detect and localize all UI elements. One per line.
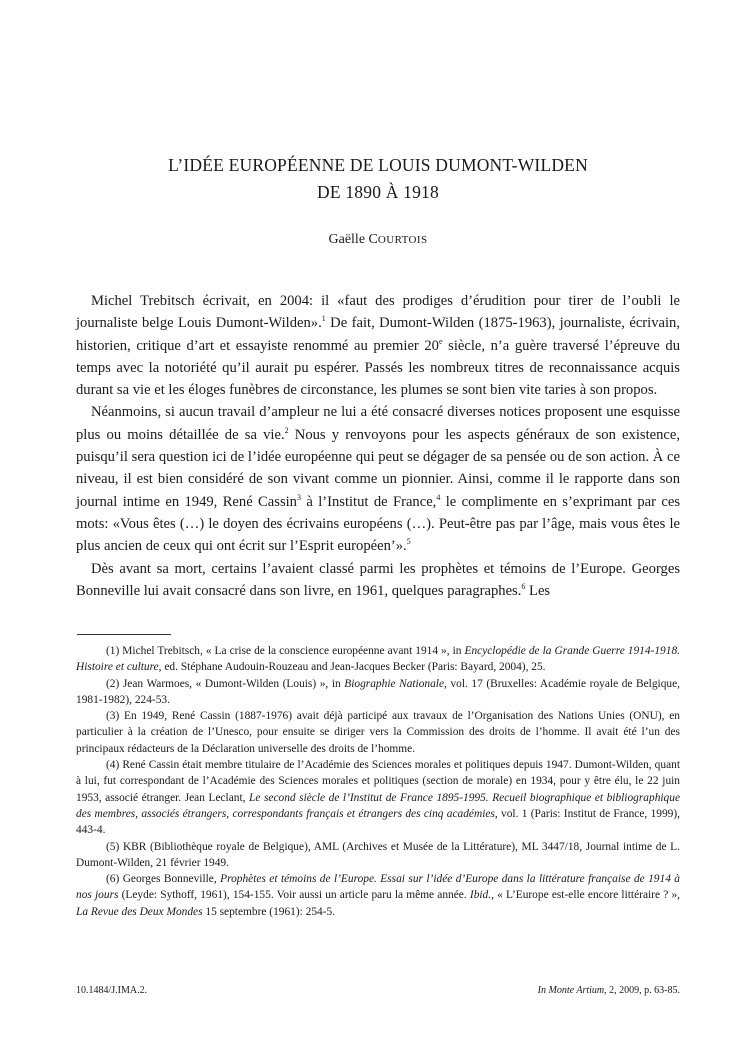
fn6-title: Prophètes et témoins de l’Europe. Essai sur l’idée d’Europe dans la littérature française de 1914 à nos jours — [76, 873, 681, 902]
fn1-text-b: , ed. Stéphane Audouin-Rouzeau and Jean-Jacques Becker (Paris: Bayard, 2004), 25. — [158, 661, 546, 674]
fn3-text: (3) En 1949, René Cassin (1887-1976) avait déjà participé aux travaux de l’Organisation des Nations Unies (ONU), en particulier à la création de l’Unesco, pour ensuite se diriger vers la Commission des droits de l’homme. Il avait été l’un des principaux rédacteurs de la Déclaration universelle des droits de l’homme. — [76, 710, 680, 755]
author-first-name: Gaëlle — [328, 232, 366, 247]
body-text — [76, 290, 680, 602]
fn4-text-a: (4) René Cassin était membre titulaire de l’Académie des Sciences morales et politiques depuis 1947. Dumont-Wilden, quant à lui, fut correspondant de l’Académie des Sciences morales et politiques (section de morale) en 1934, pour y être élu, le 22 juin 1953, associé étranger. Jean Leclant, — [76, 759, 680, 804]
journal-name: In Monte Artium — [537, 985, 605, 996]
superscript-e: e — [438, 336, 443, 346]
author-last-initial: C — [368, 232, 378, 247]
p1-text-b: De fait, Dumont-Wilden (1875-1963), journaliste, écrivain, historien, critique d’art et essayiste renommé au premier 20 — [76, 315, 680, 354]
page-footer — [76, 985, 680, 996]
fn1-text-a: (1) Michel Trebitsch, « La crise de la conscience européenne avant 1914 », in — [106, 645, 465, 657]
p1-text-a: Michel Trebitsch écrivait, en 2004: il «faut des prodiges d’érudition pour tirer de l’oubli le journaliste belge Louis Dumont-Wilden». — [76, 293, 680, 332]
footnote-ref-1[interactable]: 1 — [321, 314, 326, 324]
p2-text-a: Néanmoins, si aucun travail d’ampleur ne lui a été consacré diverses notices proposent une esquisse plus ou moins détaillée de sa vie. — [76, 404, 680, 443]
article-title — [78, 152, 678, 206]
p3-text-b: Les — [525, 582, 551, 599]
fn6-text-d: 15 septembre (1961): 254-5. — [202, 905, 336, 918]
footnote-1 — [76, 643, 680, 676]
fn6-ibid: Ibid. — [469, 889, 492, 902]
fn1-title: Encyclopédie de la Grande Guerre 1914-1918. Histoire et culture — [76, 645, 680, 674]
fn2-text-a: (2) Jean Warmoes, « Dumont-Wilden (Louis) », in — [106, 677, 345, 690]
fn6-text-a: (6) Georges Bonneville, — [106, 873, 221, 886]
footnote-6 — [76, 871, 680, 920]
footnote-ref-6[interactable]: 6 — [521, 581, 526, 591]
fn4-text-b: , vol. 1 (Paris: Institut de France, 1999), 443-4. — [76, 807, 681, 837]
fn5-text: (5) KBR (Bibliothèque royale de Belgique), AML (Archives et Musée de la Littérature), ML 3447/18, Journal intime de L. Dumont-Wilden, 21 février 1949. — [76, 840, 680, 869]
title-line-1: L’IDÉE EUROPÉENNE DE LOUIS DUMONT-WILDEN — [168, 155, 588, 175]
fn4-title: Le second siècle de l’Institut de France 1895-1995. Recueil biographique et bibliographique des membres, associés étrangers, correspondants français et étrangers des cinq académies — [76, 791, 680, 820]
author-last-rest: OURTOIS — [377, 234, 428, 246]
fn2-text-b: , vol. 17 (Bruxelles: Académie royale de Belgique, 1981-1982), 224-53. — [76, 677, 680, 706]
journal-citation — [538, 985, 680, 996]
doi-label[interactable]: 10.1484/J.IMA.2. — [76, 985, 148, 996]
journal-issue: , 2, 2009, p. 63-85. — [604, 985, 680, 996]
p1-text-c: siècle, n’a guère traversé l’épreuve du temps avec la notoriété qu’il aurait pu espérer. Passés les nombreux titres de reconnaissance acquis durant sa vie et les éloges funèbres de circonstance, les plumes se sont bien vite taries à son propos. — [76, 337, 680, 399]
p2-text-c: à l’Institut de France, — [300, 493, 437, 510]
footnote-ref-2[interactable]: 2 — [284, 425, 289, 435]
paragraph-3 — [76, 558, 680, 603]
title-line-2: DE 1890 À 1918 — [317, 182, 439, 202]
footnote-ref-5[interactable]: 5 — [406, 537, 411, 547]
footnote-ref-3[interactable]: 3 — [296, 492, 301, 502]
author-last-name — [369, 232, 428, 247]
footnote-ref-4[interactable]: 4 — [436, 492, 441, 502]
paragraph-1 — [76, 290, 680, 401]
footnotes — [76, 643, 680, 920]
fn6-text-b: (Leyde: Sythoff, 1961), 154-155. Voir aussi un article paru la même année. — [118, 889, 470, 902]
footnote-3 — [76, 708, 680, 757]
fn6-text-c: , « L’Europe est-elle encore littéraire ? », — [491, 889, 680, 902]
p2-text-b: Nous y renvoyons pour les aspects généraux de son existence, puisqu’il sera question ici de l’idée européenne qui peut se dégager de sa pensée ou de son action. À ce niveau, il est bien considéré de son vivant comme un pionnier. Ainsi, comme il le rapporte dans son journal intime en 1949, René Cassin — [76, 426, 680, 510]
author-name — [78, 232, 678, 248]
footnote-2 — [76, 676, 680, 709]
p3-text-a: Dès avant sa mort, certains l’avaient classé parmi les prophètes et témoins de l’Europe. Georges Bonneville lui avait consacré dans son livre, en 1961, quelques paragraphes. — [76, 560, 680, 599]
footnote-4 — [76, 757, 680, 838]
footnote-separator — [77, 634, 171, 635]
footnote-5 — [76, 839, 680, 872]
fn2-title: Biographie Nationale — [344, 677, 445, 690]
p2-text-d: le complimente en s’exprimant par ces mots: «Vous êtes (…) le doyen des écrivains européens (…). Peut-être pas par l’âge, mais vous êtes le plus ancien de ceux qui ont écrit sur l’Esprit européen’». — [76, 493, 680, 555]
paragraph-2 — [76, 401, 680, 557]
fn6-journal: La Revue des Deux Mondes — [76, 905, 203, 918]
